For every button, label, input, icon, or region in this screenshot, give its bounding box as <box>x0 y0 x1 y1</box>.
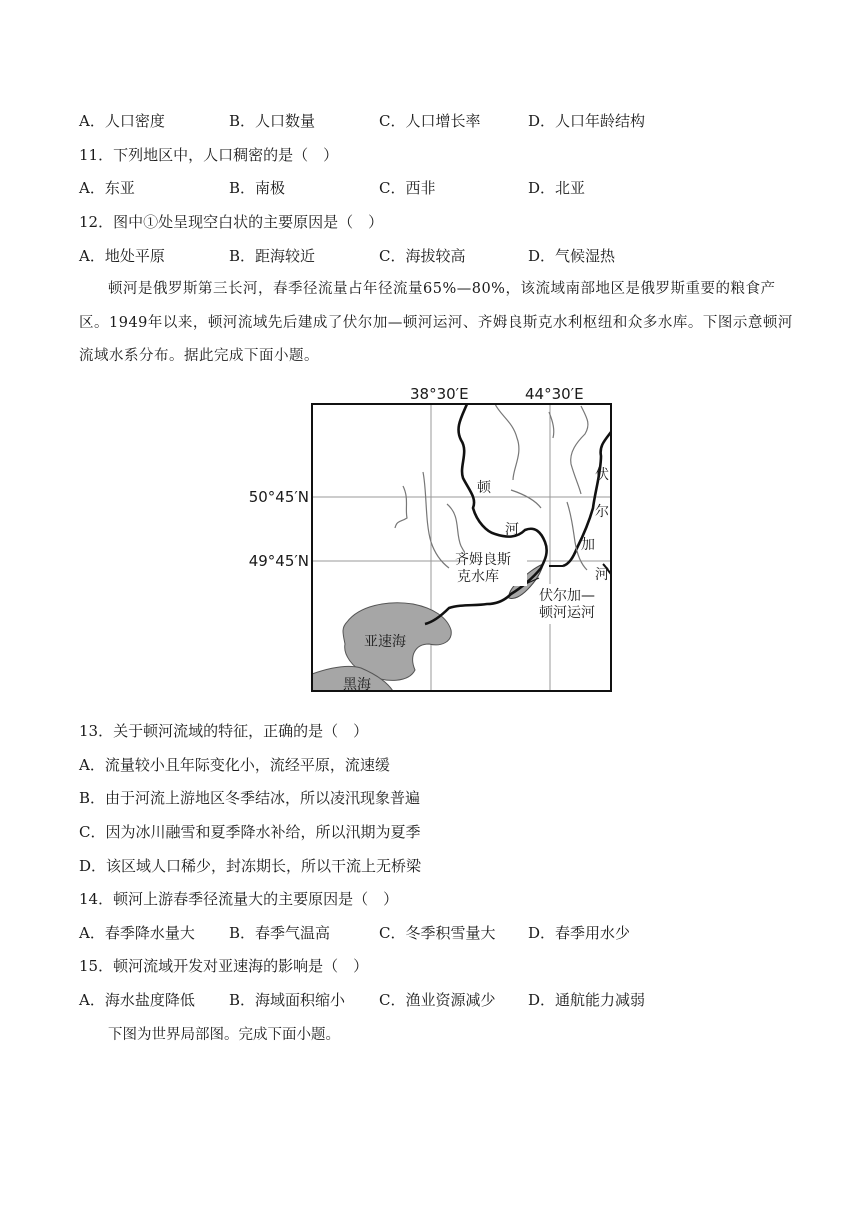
q13-option-a: A．流量较小且年际变化小，流经平原，流速缓 <box>79 756 390 774</box>
q15-option-d: D．通航能力减弱 <box>528 991 646 1009</box>
don-label-char-2: 河 <box>505 522 519 538</box>
q14-option-b: B．春季气温高 <box>229 924 331 942</box>
q10-option-b: B．人口数量 <box>229 112 316 130</box>
azov-sea-label: 亚速海 <box>364 634 406 650</box>
volga-label-char-2: 尔 <box>595 504 609 520</box>
don-river-passage: 顿河是俄罗斯第三长河，春季径流量占年径流量65%—80%，该流域南部地区是俄罗斯重要的粮食产区。1949年以来，顿河流域先后建成了伏尔加—顿河运河、齐姆良斯克水利枢纽和众多水库。下图示意顿河流域水系分布。据此完成下面小题。 <box>79 281 793 364</box>
q11-option-a: A．东亚 <box>79 179 135 197</box>
volga-label-char-4: 河 <box>595 567 609 583</box>
don-river-basin-map <box>237 382 617 694</box>
q11-option-b: B．南极 <box>229 179 286 197</box>
don-river <box>425 404 547 624</box>
canal-label-line-1: 伏尔加— <box>539 588 595 604</box>
q11-stem: 11．下列地区中，人口稠密的是（ ） <box>79 146 339 164</box>
q15-option-c: C．渔业资源减少 <box>379 991 496 1009</box>
lon-left-label: 38°30′E <box>410 385 469 403</box>
q14-option-d: D．春季用水少 <box>528 924 631 942</box>
canal-label-line-2: 顿河运河 <box>539 605 595 621</box>
closing-instruction: 下图为世界局部图。完成下面小题。 <box>108 1027 340 1043</box>
q12-option-c: C．海拔较高 <box>379 247 466 265</box>
lat-top-label: 50°45′N <box>248 488 309 506</box>
q10-option-d: D．人口年龄结构 <box>528 112 646 130</box>
q12-option-d: D．气候湿热 <box>528 247 616 265</box>
lon-right-label: 44°30′E <box>525 385 584 403</box>
q10-option-c: C．人口增长率 <box>379 112 481 130</box>
black-sea-label: 黑海 <box>343 677 371 693</box>
q14-stem: 14．顿河上游春季径流量大的主要原因是（ ） <box>79 890 399 908</box>
q11-option-d: D．北亚 <box>528 179 586 197</box>
q15-option-b: B．海域面积缩小 <box>229 991 346 1009</box>
q14-option-a: A．春季降水量大 <box>79 924 195 942</box>
q15-stem: 15．顿河流域开发对亚速海的影响是（ ） <box>79 957 369 975</box>
q13-option-c: C．因为冰川融雪和夏季降水补给，所以汛期为夏季 <box>79 823 421 841</box>
volga-label-char-1: 伏 <box>595 467 609 483</box>
q12-stem: 12．图中①处呈现空白状的主要原因是（ ） <box>79 213 384 231</box>
q12-option-b: B．距海较近 <box>229 247 316 265</box>
q12-option-a: A．地处平原 <box>79 247 165 265</box>
tributaries <box>395 404 588 570</box>
q11-option-c: C．西非 <box>379 179 436 197</box>
reservoir-label-line-1: 齐姆良斯 <box>455 552 511 568</box>
q13-stem: 13．关于顿河流域的特征，正确的是（ ） <box>79 722 369 740</box>
q13-option-b: B．由于河流上游地区冬季结冰，所以凌汛现象普遍 <box>79 789 421 807</box>
don-label-char-1: 顿 <box>477 480 491 496</box>
lat-bottom-label: 49°45′N <box>248 552 309 570</box>
q10-option-a: A．人口密度 <box>79 112 165 130</box>
volga-label-char-3: 加 <box>581 537 595 553</box>
q15-option-a: A．海水盐度降低 <box>79 991 195 1009</box>
reservoir-label-line-2: 克水库 <box>457 569 499 585</box>
q13-option-d: D．该区域人口稀少，封冻期长，所以干流上无桥梁 <box>79 857 422 875</box>
q14-option-c: C．冬季积雪量大 <box>379 924 496 942</box>
